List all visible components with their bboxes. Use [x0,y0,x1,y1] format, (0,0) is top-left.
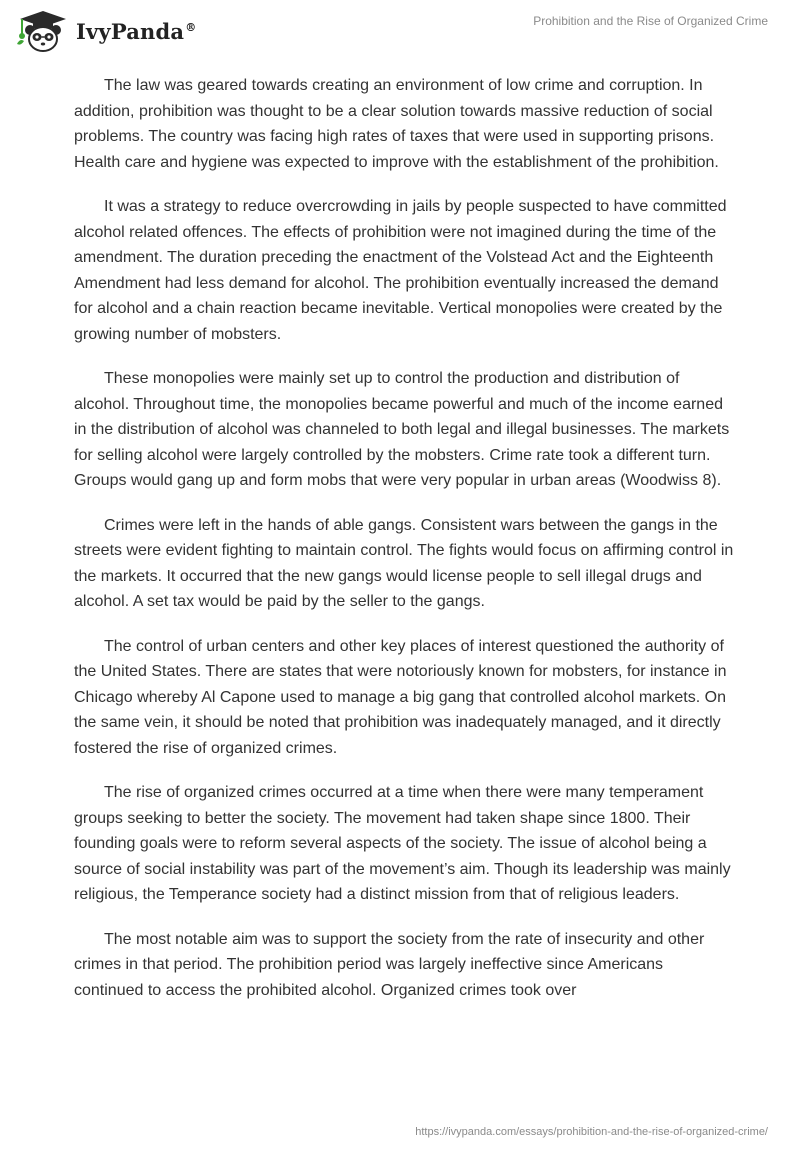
document-title: Prohibition and the Rise of Organized Crime [533,14,768,28]
paragraph: It was a strategy to reduce overcrowding in jails by people suspected to have committed alcohol related offences. The effects of prohibition were not imagined during the time of the amendment. The duration preceding the enactment of the Volstead Act and the Eighteenth Amendment had less demand for alcohol. The prohibition eventually increased the demand for alcohol and a chain reaction became inevitable. Vertical monopolies were created by the growing number of mobsters. [74,198,727,343]
ivypanda-logo-icon [14,8,72,54]
paragraph: The law was geared towards creating an environment of low crime and corruption. In addition, prohibition was thought to be a clear solution towards massive reduction of social problems. The country was facing high rates of taxes that were used in supporting prisons. Health care and hygiene was expected to improve with the establishment of the prohibition. [74,77,719,171]
essay-body [74,73,734,1022]
registered-mark: ® [185,20,197,34]
paragraph: The control of urban centers and other key places of interest questioned the authority of the United States. There are states that were notoriously known for mobsters, for instance in Chicago whereby Al Capone used to manage a big gang that controlled alcohol markets. On the same vein, it should be noted that prohibition was inadequately managed, and it directly fostered the rise of organized crimes. [74,637,727,757]
source-url[interactable]: https://ivypanda.com/essays/prohibition-and-the-rise-of-organized-crime/ [415,1126,768,1138]
ivypanda-logo[interactable] [14,8,196,54]
paragraph: The most notable aim was to support the society from the rate of insecurity and other crimes in that period. The prohibition period was largely ineffective since Americans continued to access the prohibited alcohol. Organized crimes took over [74,930,705,999]
page-header [0,0,800,60]
paragraph: The rise of organized crimes occurred at a time when there were many temperament groups seeking to better the society. The movement had taken shape since 1800. Their founding goals were to reform several aspects of the society. The issue of alcohol being a source of social instability was part of the movement’s aim. Though its leadership was mainly religious, the Temperance society had a distinct mission from that of religious leaders. [74,784,731,903]
paragraph: These monopolies were mainly set up to control the production and distribution of alcohol. Throughout time, the monopolies became powerful and much of the income earned in the distribution of alcohol was channeled to both legal and illegal businesses. The markets for selling alcohol were largely controlled by the mobsters. Crime rate took a different turn. Groups would gang up and form mobs that were very popular in urban areas (Woodwiss 8). [74,370,730,489]
paragraph: Crimes were left in the hands of able gangs. Consistent wars between the gangs in the streets were evident fighting to maintain control. The fights would focus on affirming control in the markets. It occurred that the new gangs would license people to sell illegal drugs and alcohol. A set tax would be paid by the seller to the gangs. [74,516,734,610]
brand-name: IvyPanda® [76,18,197,44]
